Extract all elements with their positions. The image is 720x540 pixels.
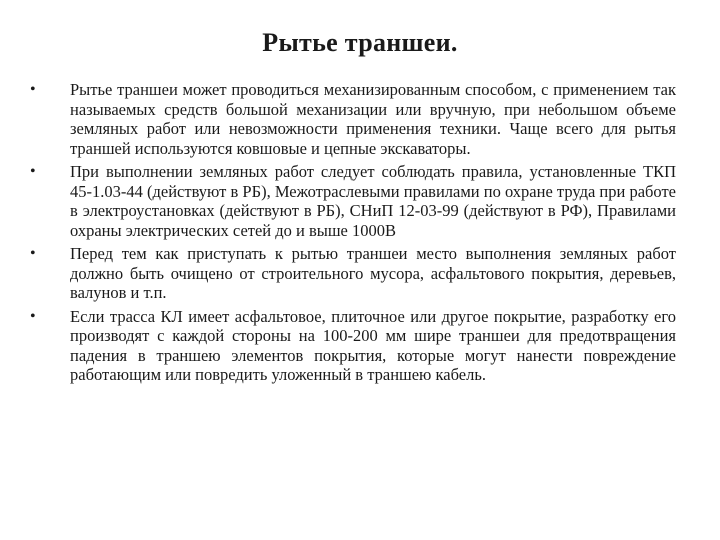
bullet-marker: • [30,307,36,325]
bullet-item [30,244,676,303]
bullet-item [30,307,676,385]
bullet-text: При выполнении земляных работ следует соблюдать правила, установленные ТКП 45-1.03-44 (действуют в РБ), Межотраслевыми правилами по охране труда при работе в электроустановках (действуют в РБ), СНиП 12-03-99 (действуют в РФ), Правилами охраны электрических сетей до и выше 1000В [70,162,676,240]
slide-title: Рытье траншеи. [262,28,458,57]
bullet-marker: • [30,245,36,262]
bullet-list [30,80,676,389]
bullet-marker: • [30,81,36,98]
bullet-marker: • [30,163,36,180]
bullet-text: Перед тем как приступать к рытью траншеи место выполнения земляных работ должно быть очищено от строительного мусора, асфальтового покрытия, деревьев, валунов и т.п. [70,244,676,302]
bullet-text: Если трасса КЛ имеет асфальтовое, плиточное или другое покрытие, разработку его производят с каждой стороны на 100-200 мм шире траншеи для предотвращения падения в траншею элементов покрытия, которые могут нанести повреждение работающим или повредить уложенный в траншею кабель. [70,306,676,384]
bullet-text: Рытье траншеи может проводиться механизированным способом, с применением так называемых средств большой механизации или вручную, при небольшом объеме земляных работ или невозможности применения техники. Чаще всего для рытья траншей используются ковшовые и цепные экскаваторы. [70,80,676,158]
bullet-item [30,162,676,240]
bullet-item [30,80,676,158]
